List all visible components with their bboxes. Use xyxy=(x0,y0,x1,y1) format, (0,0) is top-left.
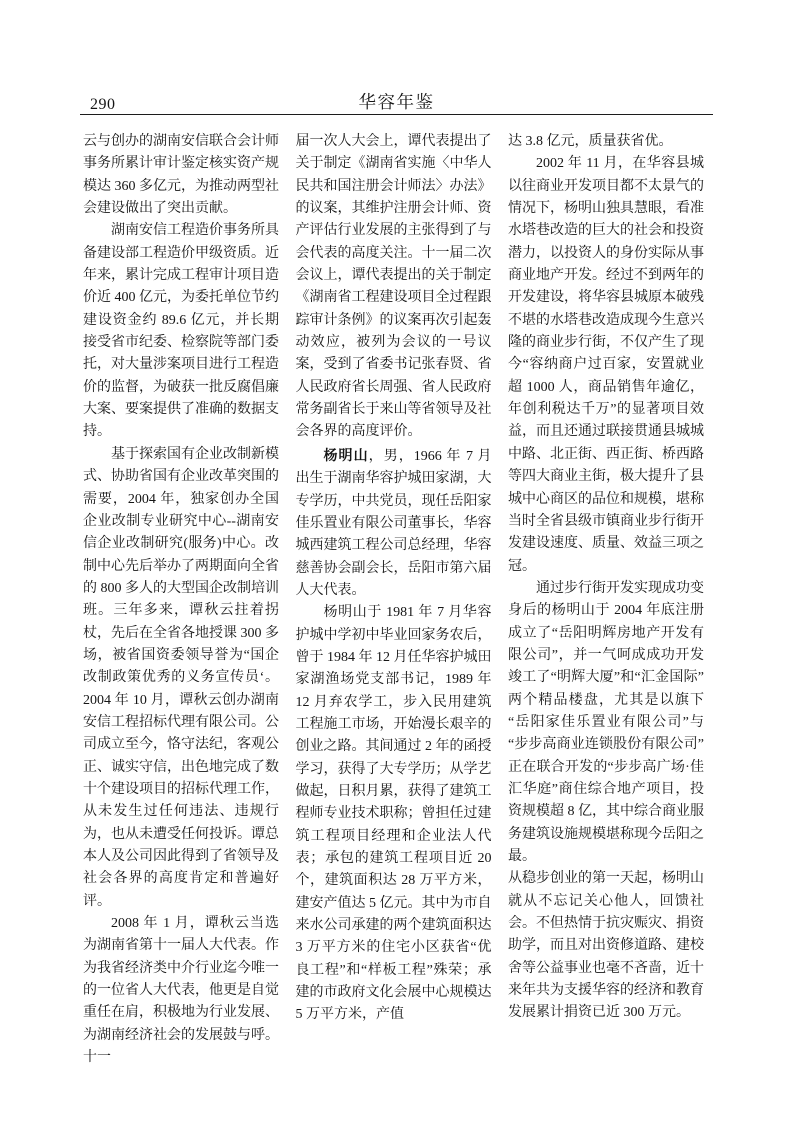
paragraph: 2002 年 11 月，在华容县城以往商业开发项目都不太景气的情况下，杨明山独具慧眼，看准水塔巷改造的巨大的社会和投资潜力，以投资人的身份实际从事商业地产开发。经过不到两年的开发建设，将华容县城原本破残不堪的水塔巷改造成现今生意兴隆的商业步行街，不仅产生了现今“容纳商户过百家，安置就业超 1000 人，商品销售年逾亿，年创利税达千万”的显著项目效益，而且还通过联接贯通县城城中路、北正街、西正街、桥西路等四大商业主街，极大提升了县城中心商区的品位和规模，堪称当时全省县级市镇商业步行街开发建设速度、质量、效益三项之冠。 xyxy=(508,156,704,574)
header-rule xyxy=(80,114,713,115)
paragraph: 2008 年 1 月，谭秋云当选为湖南省第十一届人大代表。作为我省经济类中介行业迄今唯一的一位省人大代表，他更是自觉重任在肩，积极地为行业发展、为湖南经济社会的发展鼓与呼。十一 xyxy=(83,916,279,1066)
paragraph-continuation: 云与创办的湖南安信联合会计师事务所累计审计鉴定核实资产规模达 360 多亿元，为推动两型社会建设做出了突出贡献。 xyxy=(83,134,279,217)
paragraph-person-entry xyxy=(296,444,492,602)
paragraph-text: ，男，1966 年 7 月出生于湖南华容护城田家湖，大专学历，中共党员，现任岳阳家佳乐置业有限公司董事长，华容城西建筑工程公司总经理，华容慈善协会副会长，岳阳市第六届人大代表。 xyxy=(295,448,492,598)
person-name: 杨明山 xyxy=(323,446,369,463)
paragraph-continuation: 届一次人大会上，谭代表提出了关于制定《湖南省实施〈中华人民共和国注册会计师法〉办法》的议案，其维护注册会计师、资产评估行业发展的主张得到了与会代表的高度关注。十一届二次会议上，谭代表提出的关于制定《湖南省工程建设项目全过程跟踪审计条例》的议案再次引起轰动效应，被列为会议的一号议案，受到了省委书记张春贤、省人民政府省长周强、省人民政府常务副省长于来山等省领导及社会各界的高度评价。 xyxy=(295,134,492,440)
paragraph: 通过步行街开发实现成功变身后的杨明山于 2004 年底注册成立了“岳阳明辉房地产开发有限公司”，并一气呵成成功开发竣工了“明辉大厦”和“汇金国际”两个精品楼盘，尤其是以旗下“岳阳家佳乐置业有限公司”与“步步高商业连锁股份有限公司”正在联合开发的“步步高广场·佳汇华庭”商住综合地产项目，投资规模超 8 亿，其中综合商业服务建筑设施规模堪称现今岳阳之最。 xyxy=(508,580,704,864)
page-title: 华容年鉴 xyxy=(358,92,435,112)
paragraph: 湖南安信工程造价事务所具备建设部工程造价甲级资质。近年来，累计完成工程审计项目造价近 400 亿元，为委托单位节约建设资金约 89.6 亿元，并长期接受省市纪委、检察院等部门委托，对大量涉案项目进行工程造价的监督，为破获一批反腐倡廉大案、要案提供了准确的数据支持。 xyxy=(83,223,279,440)
article-columns xyxy=(83,131,704,1069)
page-header xyxy=(80,90,713,114)
column-3 xyxy=(508,131,704,1069)
column-1 xyxy=(83,131,279,1069)
column-2 xyxy=(296,131,492,1069)
paragraph: 杨明山于 1981 年 7 月华容护城中学初中毕业回家务农后，曾于 1984 年 12 月任华容护城田家湖渔场党支部书记，1989 年 12 月弃农学工，步入民用建筑工程施工市场，开始漫长艰辛的创业之路。其间通过 2 年的函授学习，获得了大专学历；从学艺做起，日积月累，获得了建筑工程师专业技术职称；曾担任过建筑工程项目经理和企业法人代表；承包的建筑工程项目近 20 个，建筑面积达 28 万平方米，建安产值达 5 亿元。其中为市自来水公司承建的两个建筑面积达 3 万平方米的住宅小区获省“优良工程”和“样板工程”殊荣；承建的市政府文化会展中心规模达 5 万平方米，产值 xyxy=(295,605,492,1023)
paragraph-continuation: 达 3.8 亿元，质量获省优。 xyxy=(508,134,673,149)
page-number: 290 xyxy=(90,96,116,113)
paragraph: 从稳步创业的第一天起，杨明山就从不忘记关心他人，回馈社会。不但热情于抗灾赈灾、捐资助学，而且对出资修道路、建校舍等公益事业也毫不吝啬，近十来年共为支援华容的经济和教育发展累计捐资已近 300 万元。 xyxy=(508,871,704,1021)
paragraph: 基于探索国有企业改制新模式、协助省国有企业改革突围的需要，2004 年，独家创办全国企业改制专业研究中心--湖南安信企业改制研究(服务)中心。改制中心先后举办了两期面向全省的 800 多人的大型国企改制培训班。三年多来，谭秋云拄着拐杖，先后在全省各地授课 300 多场，被省国资委领导誉为“国企改制政策优秀的义务宣传员‘。2004 年 10 月，谭秋云创办湖南安信工程招标代理有限公司。公司成立至今，恪守法纪，客观公正、诚实守信，出色地完成了数十个建设项目的招标代理工作，从未发生过任何违法、违规行为，也从未遭受任何投诉。谭总本人及公司因此得到了省领导及社会各界的高度肯定和普遍好评。 xyxy=(83,446,279,909)
